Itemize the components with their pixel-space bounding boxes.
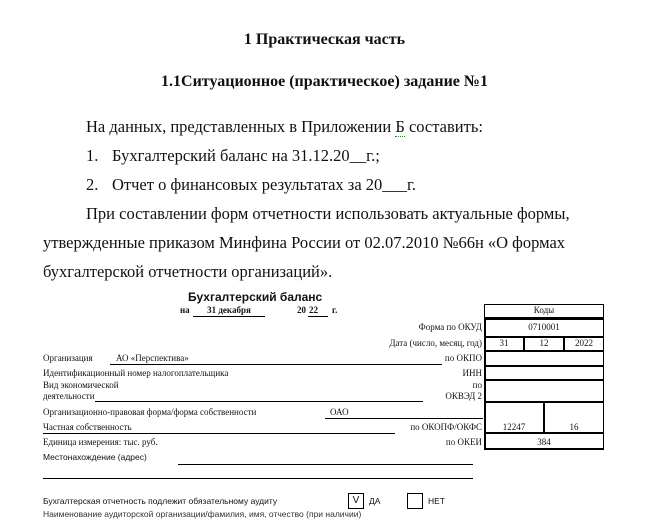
okopf-value: 12247: [502, 422, 526, 432]
date-label: Дата (число, месяц, год): [389, 338, 482, 348]
org-label: Организация: [43, 353, 93, 363]
activity-label-1: Вид экономической: [43, 380, 119, 390]
audit-yes-checkbox[interactable]: V: [348, 493, 364, 509]
opf-value: ОАО: [330, 407, 349, 417]
opf-underline: [325, 418, 483, 419]
date-day-month: 31 декабря: [207, 305, 251, 315]
okfs-value: 16: [569, 422, 579, 432]
section-title: 1 Практическая часть: [243, 31, 406, 48]
intro-text-before: На данных, представленных в Приложении: [86, 117, 396, 136]
codes-header: Коды: [533, 305, 555, 315]
intro-line: [86, 117, 483, 137]
audit-no-label: НЕТ: [428, 496, 445, 506]
date-underline: [193, 316, 265, 317]
location-label: Местонахождение (адрес): [43, 452, 147, 462]
intro-text-after: составить:: [404, 117, 483, 136]
org-underline: [110, 364, 442, 365]
okud-value: 0710001: [528, 322, 560, 332]
list-item: [86, 175, 98, 195]
ownership-label: Частная собственность: [43, 422, 132, 432]
date-year: 22: [309, 305, 318, 315]
date-year-prefix: 20: [297, 305, 306, 315]
list-item-text: Отчет о финансовых результатах за 20___г.: [112, 175, 417, 194]
subsection-title: 1.1Ситуационное (практическое) задание №1: [161, 73, 488, 90]
okei-label: по ОКЕИ: [445, 437, 482, 447]
okud-label: Форма по ОКУД: [418, 322, 482, 332]
paragraph-line: При составлении форм отчетности использовать актуальные формы,: [86, 204, 570, 223]
activity-label-2: деятельности: [43, 391, 95, 401]
paragraph-line: бухгалтерской отчетности организаций».: [43, 262, 333, 281]
paragraph-line: утвержденные приказом Минфина России от 02.07.2010 №66н «О формах: [43, 233, 566, 252]
list-item: [86, 146, 98, 166]
location-underline-2: [43, 478, 473, 479]
location-underline-1: [178, 464, 473, 465]
list-item-text: Бухгалтерский баланс на 31.12.20__г.;: [112, 146, 380, 165]
okved-label-1: по: [472, 380, 482, 390]
inn-cell: [484, 366, 604, 380]
okved-cell: [484, 380, 604, 402]
audit-label: Бухгалтерская отчетность подлежит обязательному аудиту: [43, 496, 278, 506]
list-number: 2.: [86, 175, 99, 194]
okpo-cell: [484, 351, 604, 366]
date-year-value: 2022: [575, 338, 593, 348]
date-prefix: на: [180, 305, 190, 315]
list-number: 1.: [86, 146, 99, 165]
intro-text-marked: Б: [395, 117, 405, 136]
okved-label-2: ОКВЭД 2: [445, 391, 482, 401]
date-suffix: г.: [332, 305, 338, 315]
activity-underline: [95, 401, 423, 402]
org-value: АО «Перспектива»: [116, 353, 189, 363]
inn-row-label: Идентификационный номер налогоплательщика: [43, 368, 229, 378]
auditor-name-label: Наименование аудиторской организации/фамилия, имя, отчество (при наличии): [43, 509, 362, 519]
unit-label: Единица измерения: тыс. руб.: [43, 437, 158, 447]
date-day-value: 31: [499, 338, 509, 348]
audit-no-checkbox[interactable]: [407, 493, 423, 509]
okopf-label: по ОКОПФ/ОКФС: [410, 422, 482, 432]
ownership-underline: [43, 433, 395, 434]
okei-value: 384: [537, 437, 551, 447]
audit-yes-label: ДА: [369, 496, 381, 506]
date-month-value: 12: [539, 338, 549, 348]
year-underline: [308, 316, 328, 317]
form-title: Бухгалтерский баланс: [188, 290, 323, 304]
opf-label: Организационно-правовая форма/форма собственности: [43, 407, 257, 417]
okpo-label: по ОКПО: [444, 353, 482, 363]
inn-label: ИНН: [462, 368, 482, 378]
